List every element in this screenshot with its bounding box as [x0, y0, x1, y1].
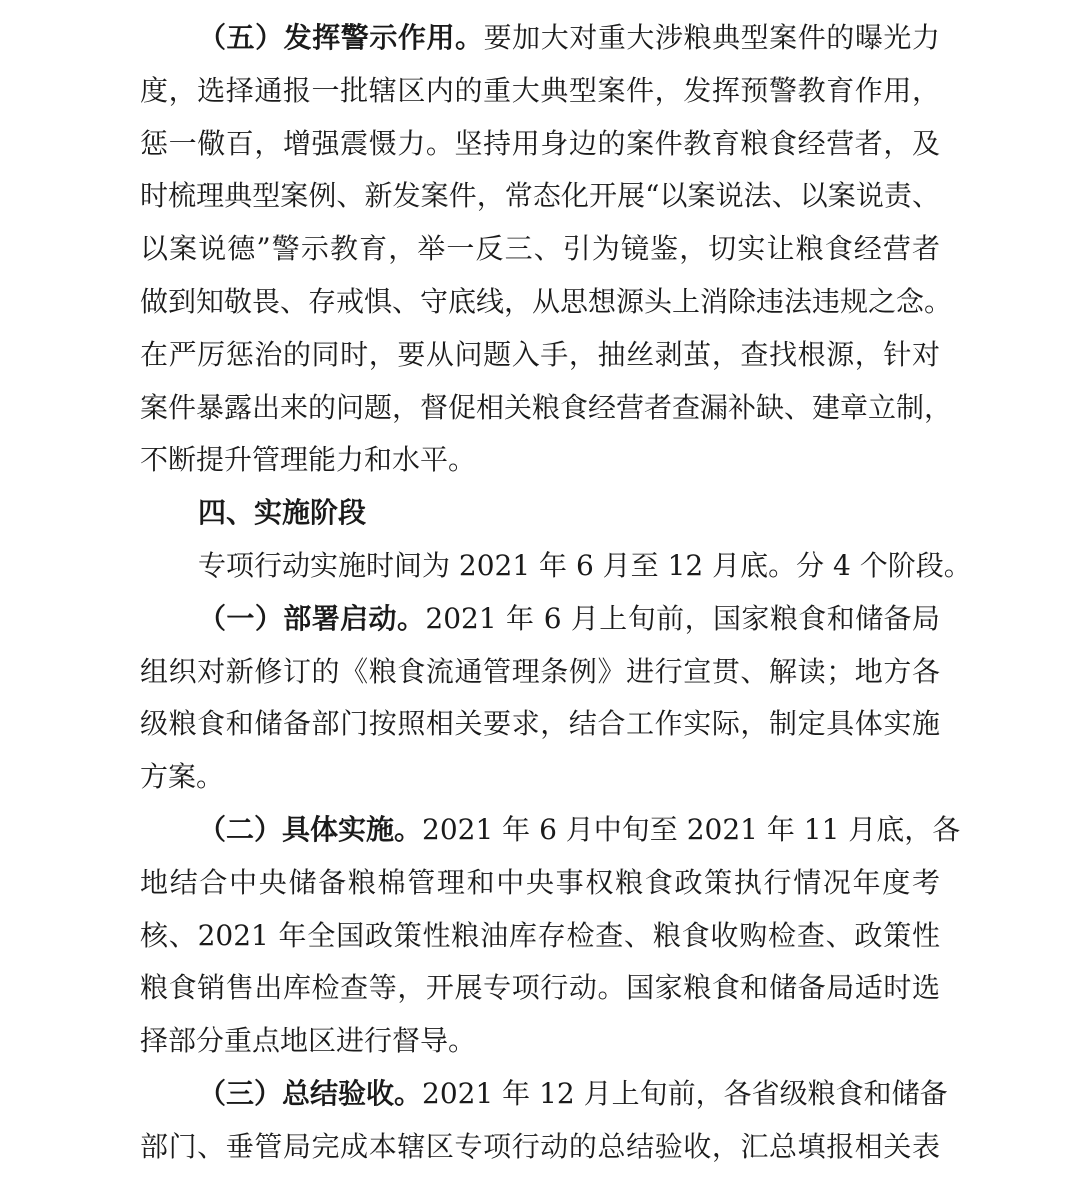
- paragraph-line: 地结合中央储备粮棉管理和中央事权粮食政策执行情况年度考: [140, 865, 940, 899]
- paragraph-lead: （三）总结验收。: [198, 1076, 423, 1110]
- paragraph-line: 做到知敬畏、存戒惧、守底线，从思想源头上消除违法违规之念。: [140, 284, 953, 318]
- paragraph-text: 2021 年 6 月上旬前，国家粮食和储备局: [425, 601, 940, 635]
- document-page: [140, 12, 972, 1174]
- paragraph-line: 时梳理典型案例、新发案件，常态化开展“以案说法、以案说责、: [140, 179, 940, 213]
- section-heading: 四、实施阶段: [198, 496, 367, 530]
- paragraph-line: 惩一儆百，增强震慑力。坚持用身边的案件教育粮食经营者，及: [140, 126, 940, 160]
- paragraph-line: 方案。: [140, 760, 225, 794]
- paragraph-line: 择部分重点地区进行督导。: [140, 1024, 477, 1058]
- paragraph-line: [140, 12, 940, 65]
- paragraph-line: 在严厉惩治的同时，要从问题入手，抽丝剥茧，查找根源，针对: [140, 337, 940, 371]
- paragraph-lead: （五）发挥警示作用。: [198, 21, 484, 54]
- section-intro: 专项行动实施时间为 2021 年 6 月至 12 月底。分 4 个阶段。: [198, 548, 972, 582]
- paragraph-line: [140, 593, 940, 646]
- paragraph-line: 以案说德”警示教育，举一反三、引为镜鉴，切实让粮食经营者: [140, 232, 940, 266]
- paragraph-lead: （一）部署启动。: [198, 601, 426, 635]
- paragraph-line: 度，选择通报一批辖区内的重大典型案件，发挥预警教育作用，: [140, 73, 940, 107]
- paragraph-line: 级粮食和储备部门按照相关要求，结合工作实际，制定具体实施: [140, 707, 940, 741]
- paragraph-line: 组织对新修订的《粮食流通管理条例》进行宣贯、解读；地方各: [140, 654, 940, 688]
- paragraph-text: 2021 年 12 月上旬前，各省级粮食和储备: [422, 1076, 948, 1110]
- paragraph-line: 案件暴露出来的问题，督促相关粮食经营者查漏补缺、建章立制，: [140, 390, 953, 424]
- paragraph-line: 粮食销售出库检查等，开展专项行动。国家粮食和储备局适时选: [140, 971, 940, 1005]
- paragraph-line: [140, 1068, 948, 1121]
- paragraph-line: 不断提升管理能力和水平。: [140, 443, 477, 477]
- paragraph-line: 核、2021 年全国政策性粮油库存检查、粮食收购检查、政策性: [140, 918, 940, 952]
- paragraph-text: 要加大对重大涉粮典型案件的曝光力: [483, 21, 940, 54]
- paragraph-line: 部门、垂管局完成本辖区专项行动的总结验收，汇总填报相关表: [140, 1129, 940, 1163]
- paragraph-line: [140, 804, 961, 857]
- paragraph-text: 2021 年 6 月中旬至 2021 年 11 月底，各: [422, 812, 961, 846]
- paragraph-lead: （二）具体实施。: [198, 812, 423, 846]
